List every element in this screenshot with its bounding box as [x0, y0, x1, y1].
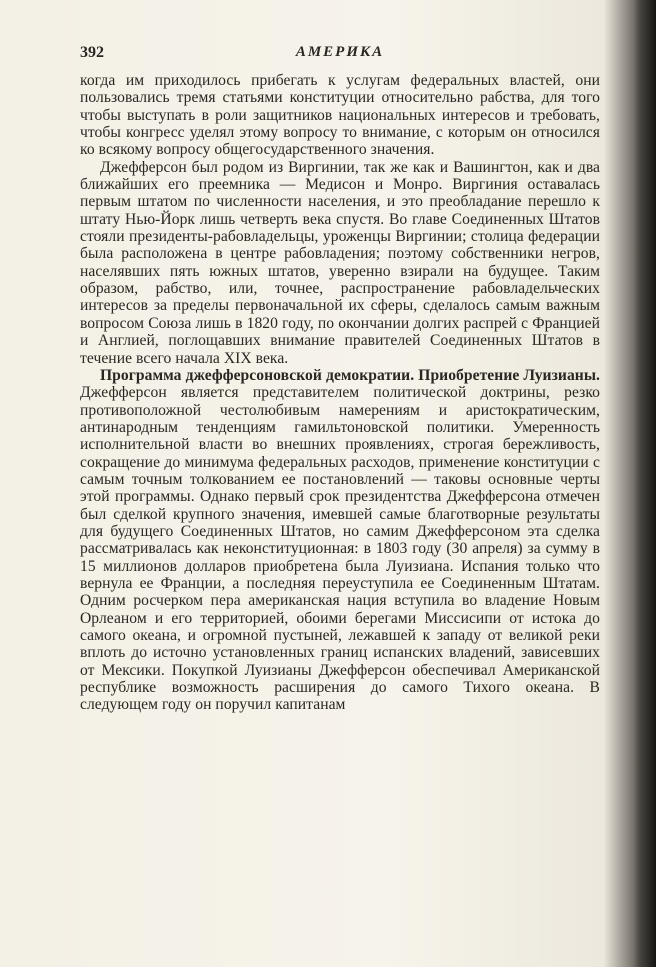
page-number: 392: [80, 44, 104, 61]
paragraph-2-text: Джефферсон был родом из Виргинии, так же как и Вашингтон, как и два ближайших его преемника — Медисон и Монро. Виргиния оставалась первым штатом по численности населения, и это преобладание перешло к штату Нью-Йорк лишь четверть века спустя. Во главе Соединенных Штатов стояли президенты-рабовладельцы, уроженцы Виргинии; столица федерации была расположена в центре рабовладения; поэтому собственники негров, населявших пять южных штатов, уверенно взирали на будущее. Таким образом, рабство, или, точнее, распространение рабовладельческих интересов за пределы первоначальной их сферы, сделалось самым важным вопросом Союза лишь в 1820 году, по окончании долгих распрей с Францией и Англией, поглощавших внимание правителей Соединенных Штатов в течение всего начала XIX века.: [80, 158, 600, 367]
paragraph-1-text: когда им приходилось прибегать к услугам федеральных властей, они пользовались тремя статьями конституции относительно рабства, для того чтобы выступать в роли защитников национальных интересов и требовать, чтобы конгресс уделял этому вопросу то внимание, с которым он относился ко всякому вопросу общегосударственного значения.: [80, 72, 600, 159]
book-spine-shadow: [634, 0, 656, 967]
section-subheading: Программа джефферсоновской демократии. Приобретение Луизианы.: [100, 366, 600, 384]
paragraph-1: [80, 72, 600, 159]
paragraph-2: [80, 159, 600, 367]
paragraph-3-text: Джефферсон является представителем политической доктрины, резко противоположной честолюбивым намерениям и аристократическим, антинародным тенденциям гамильтоновской политики. Умеренность исполнительной власти во внешних проявлениях, строгая бережливость, сокращение до минимума федеральных расходов, применение конституции с самым точным толкованием ее постановлений — таковы основные черты этой программы. Однако первый срок президентства Джефферсона отмечен был сделкой крупного значения, имевшей самые благотворные результаты для будущего Соединенных Штатов, но самим Джефферсоном эта сделка рассматривалась как неконституционная: в 1803 году (30 апреля) за сумму в 15 миллионов долларов приобретена была Луизиана. Испания только что вернула ее Франции, а последняя переуступила ее Соединенным Штатам. Одним росчерком пера американская нация вступила во владение Новым Орлеаном и его территорией, обоими берегами Миссисипи от истока до самого океана, и огромной пустыней, лежавшей к западу от великой реки вплоть до источно установленных границ испанских владений, зависевших от Мексики. Покупкой Луизианы Джефферсон обеспечивал Американской республике возможность расширения до самого Тихого океана. В следующем году он поручил капитанам: [80, 384, 600, 714]
body-text: [80, 72, 600, 714]
page-header: [80, 44, 600, 66]
running-title: АМЕРИКА: [295, 44, 385, 60]
paragraph-3: [80, 367, 600, 714]
